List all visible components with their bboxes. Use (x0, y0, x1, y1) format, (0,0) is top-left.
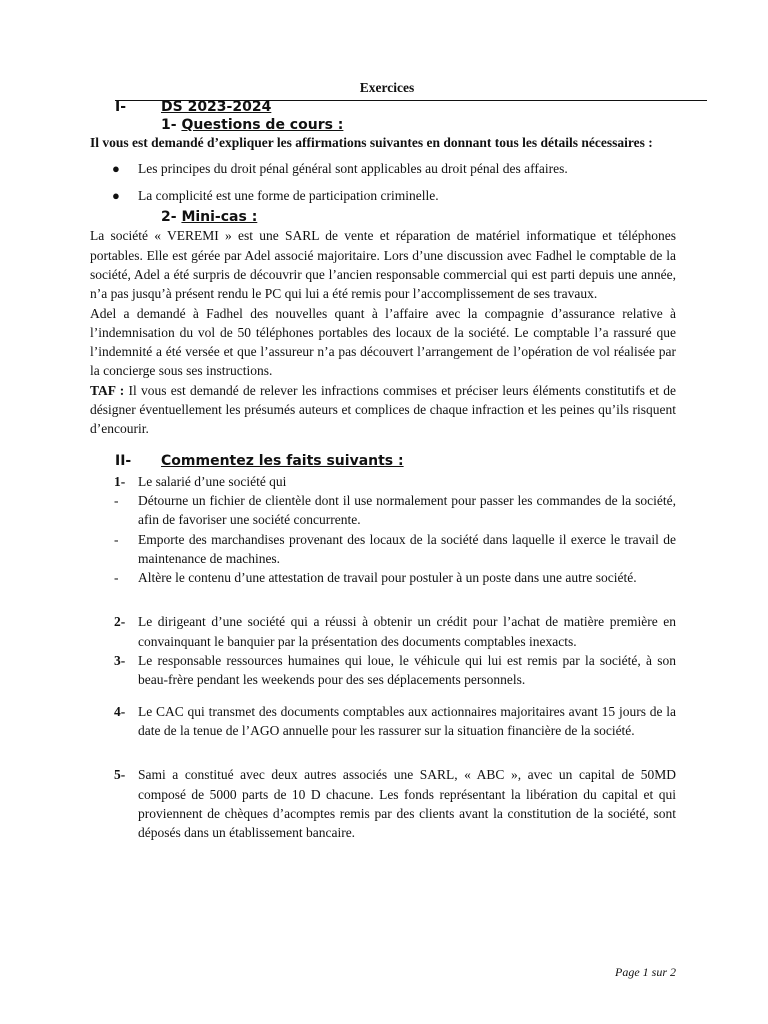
list-item-3 (90, 651, 676, 690)
item-text: Sami a constitué avec deux autres associés une SARL, « ABC », avec un capital de 50MD composé de 5000 parts de 10 D chacune. Les fonds représentant la libération du capital et qui proviennent de chèques d’acomptes remis par des clients avant la constitution de la société, sont déposés dans un établissement bancaire. (138, 767, 676, 841)
section1-title: DS 2023-2024 (161, 99, 272, 116)
sub-item (90, 530, 676, 569)
list-item-4 (90, 702, 676, 741)
section2-heading (90, 450, 676, 472)
sub2-number: 2- (161, 209, 177, 226)
case-paragraph-1: La société « VEREMI » est une SARL de vente et réparation de matériel informatique et téléphones portables. Elle est gérée par Adel associé majoritaire. Lors d’une discussion avec Fadhel le comptable de la société, Adel a été surpris de découvrir que l’ancien responsable commercial qui est parti depuis une année, n’a pas jusqu’à présent rendu le PC qui lui a été remis pour l’accomplissement de ses travaux. (90, 228, 676, 302)
section2-title: Commentez les faits suivants : (161, 452, 404, 469)
bullet-text: Les principes du droit pénal général sont applicables au droit pénal des affaires. (138, 160, 568, 176)
taf-paragraph (90, 381, 676, 439)
list-item-2 (90, 612, 676, 651)
document-page (90, 78, 676, 842)
case-paragraph-2: Adel a demandé à Fadhel des nouvelles quant à l’affaire avec la compagnie d’assurance relative à l’indemnisation du vol de 50 téléphones portables des locaux de la société. Le comptable l’a rassuré que l’indemnité a été versée et que l’assureur n’a pas découvert l’arrangement de l’opération de vol réalisée par la concierge sous ses instructions. (90, 305, 676, 379)
sub-item-text: Détourne un fichier de clientèle dont il use normalement pour passer les commandes de la société, afin de favoriser une société concurrente. (138, 492, 676, 528)
section1-sub2-heading (161, 209, 676, 226)
sub2-title: Mini-cas : (181, 209, 258, 226)
questions-intro: Il vous est demandé d’expliquer les affirmations suivantes en donnant tous les détails nécessaires : (90, 135, 653, 151)
sub1-number: 1- (161, 117, 177, 134)
item-number: 2- (114, 614, 126, 630)
item-number: 1- (114, 473, 126, 489)
item-number: 5- (114, 767, 126, 783)
section1-number: I- (115, 99, 127, 116)
list-item-1 (90, 472, 676, 491)
dash-marker: - (114, 531, 119, 547)
item-text: Le CAC qui transmet des documents comptables aux actionnaires majoritaires avant 15 jours de la date de la tenue de l’AGO annuelle pour les rassurer sur la situation financière de la société. (138, 703, 676, 738)
sub1-title: Questions de cours : (181, 117, 344, 134)
section1-sub1-heading (161, 117, 676, 134)
item-number: 4- (114, 703, 126, 719)
item-text: Le salarié d’une société qui (138, 473, 287, 489)
page-title: Exercices (359, 80, 415, 95)
page-number: Page 1 sur 2 (615, 965, 676, 979)
bullet-dot-icon: ● (112, 188, 120, 204)
section1-heading (90, 97, 676, 117)
taf-label: TAF : (90, 382, 125, 398)
dash-marker: - (114, 570, 119, 586)
sub-item-text: Emporte des marchandises provenant des locaux de la société dans laquelle il exerce le travail de maintenance de machines. (138, 531, 676, 566)
dash-marker: - (114, 492, 119, 508)
bullet-text: La complicité est une forme de participation criminelle. (138, 188, 439, 204)
sub-item (90, 568, 676, 587)
sub-item (90, 491, 676, 530)
sub-item-text: Altère le contenu d’une attestation de travail pour postuler à un poste dans une autre société. (138, 570, 637, 586)
bullet-item (90, 186, 676, 205)
bullet-item (90, 159, 676, 178)
section2-number: II- (115, 452, 132, 469)
item-text: Le dirigeant d’une société qui a réussi à obtenir un crédit pour l’achat de matière première en convainquant le banquier par la présentation des documents comptables inexacts. (138, 614, 676, 649)
item-text: Le responsable ressources humaines qui loue, le véhicule qui lui est remis par la société, à son beau-frère pendant les weekends pour des ses déplacements personnels. (138, 653, 676, 688)
item-number: 3- (114, 653, 126, 669)
bullet-dot-icon: ● (112, 160, 120, 176)
taf-text: Il vous est demandé de relever les infractions commises et préciser leurs éléments constitutifs et de désigner éventuellement les présumés auteurs et complices de chaque infraction et les peines qu’ils risquent d’encourir. (90, 382, 677, 437)
list-item-5 (90, 765, 676, 842)
